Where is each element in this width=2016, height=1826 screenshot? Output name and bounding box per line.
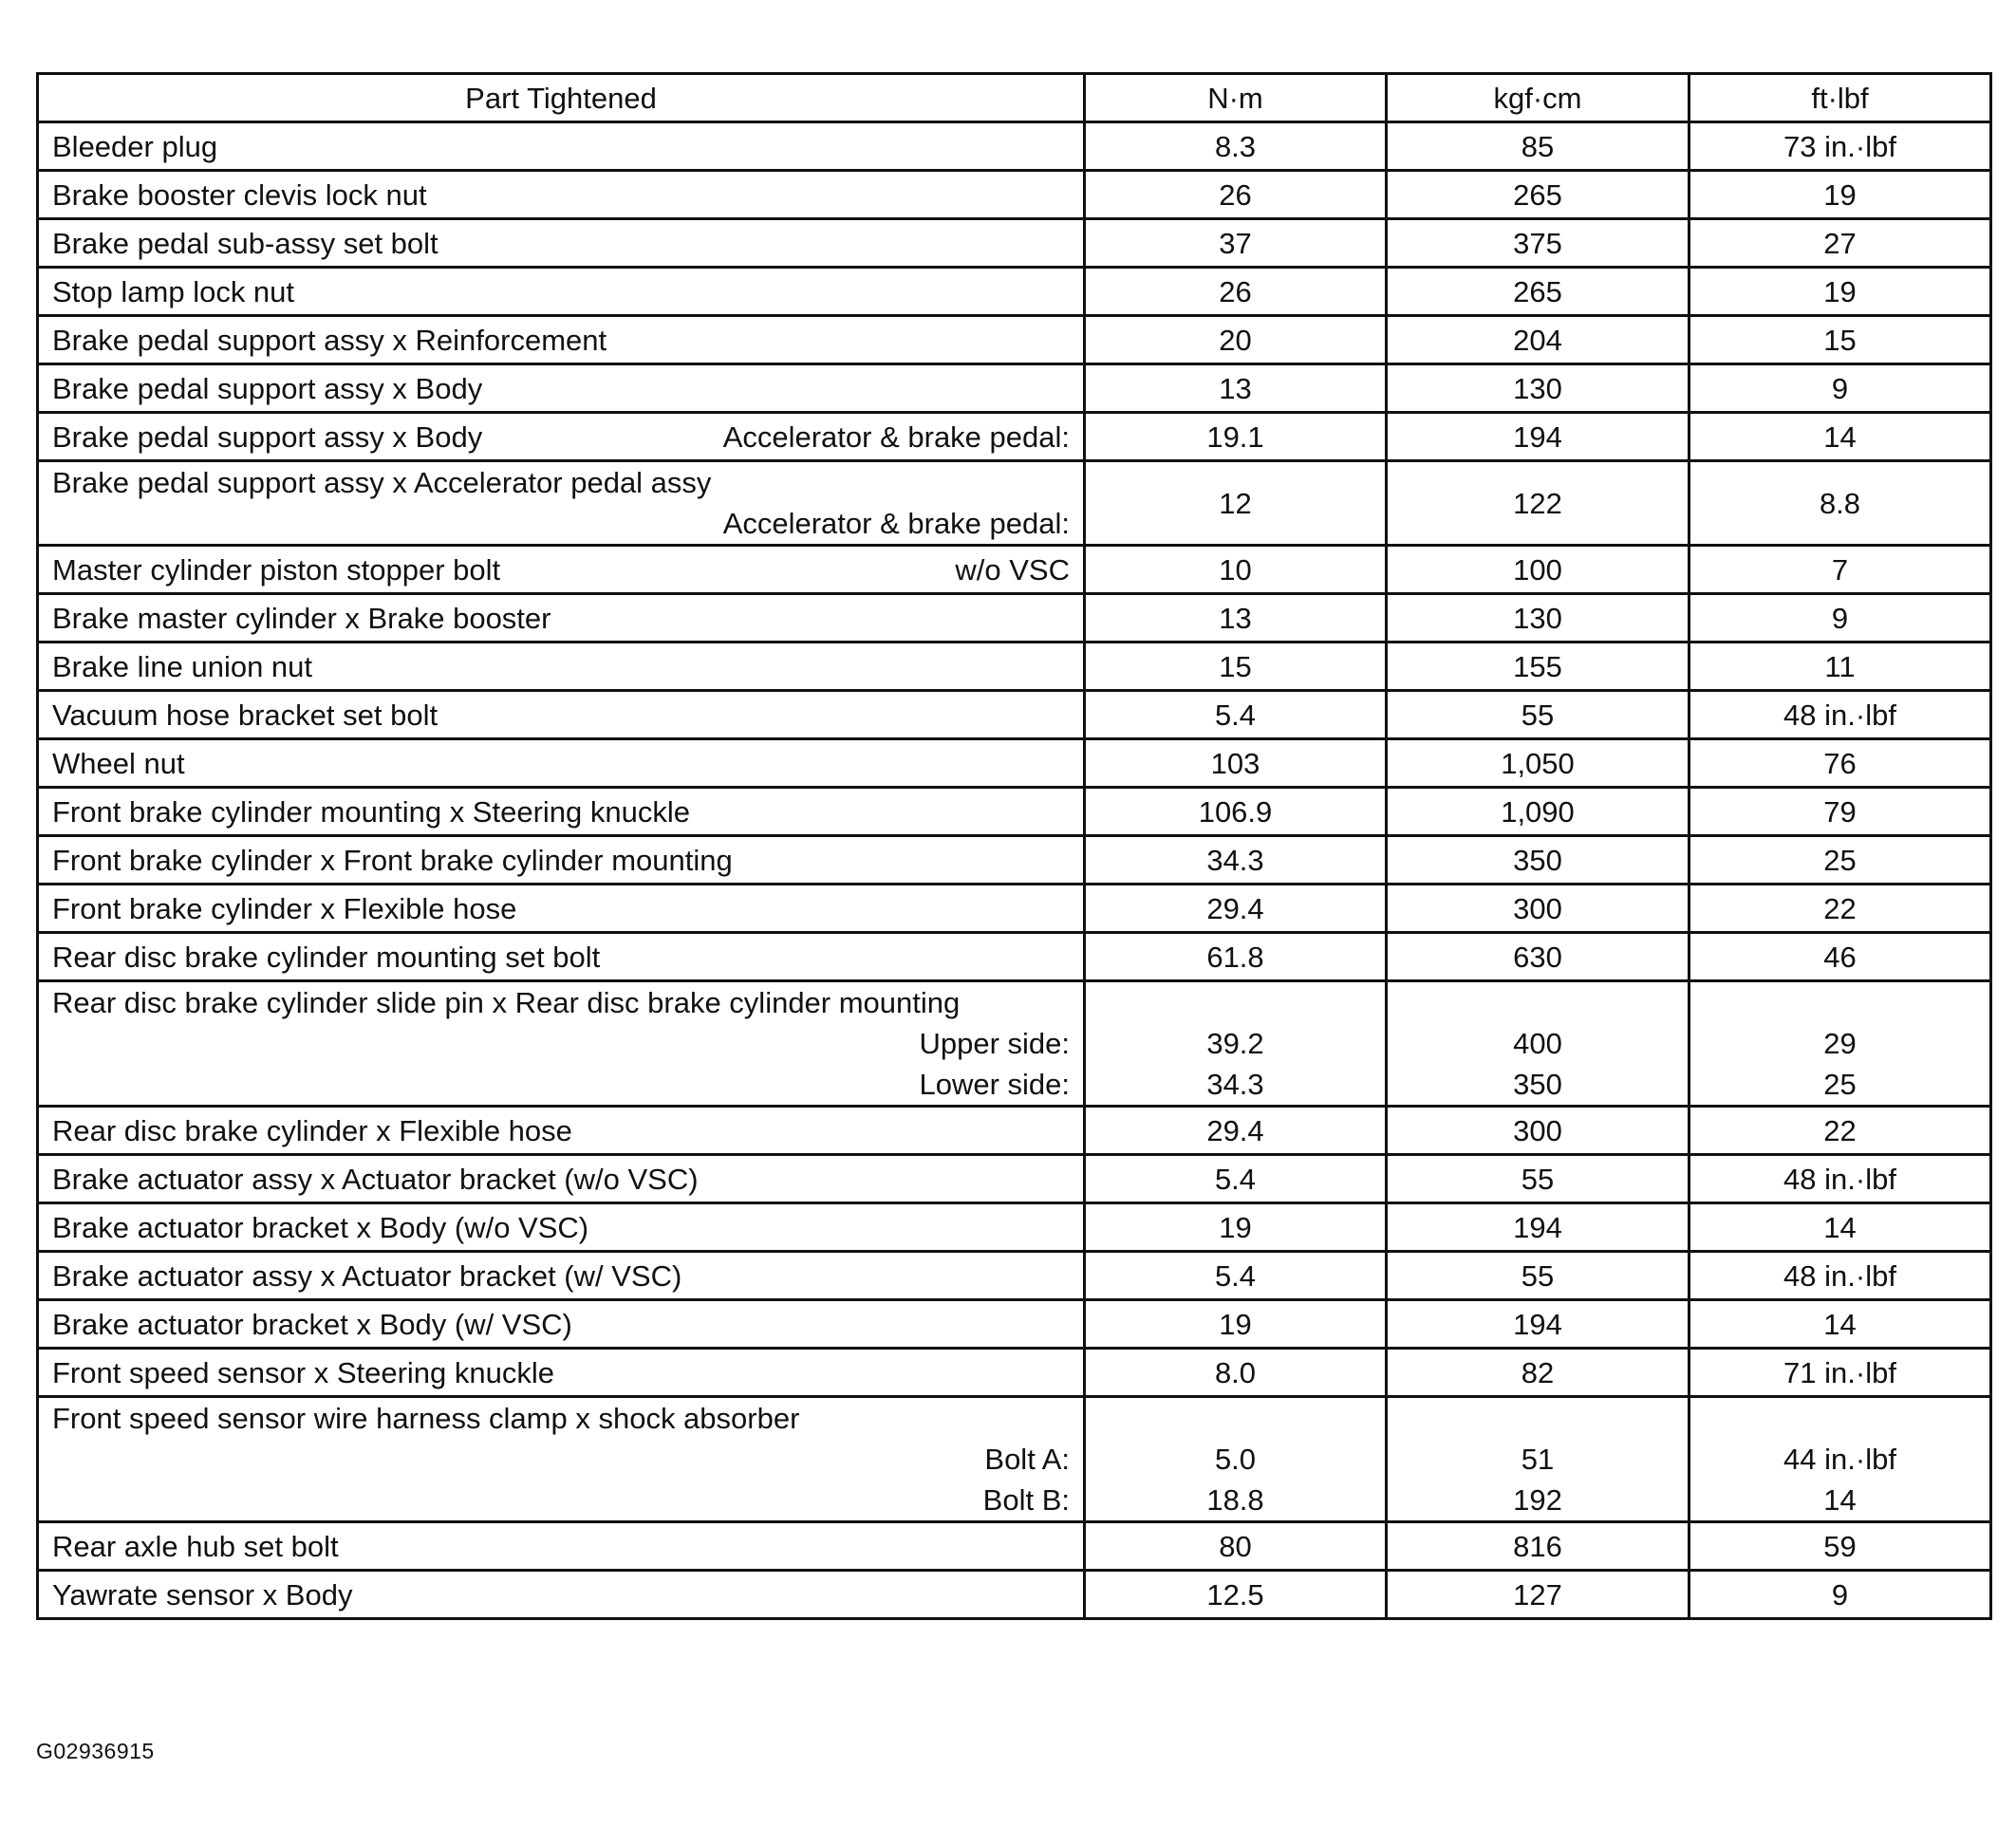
part-cell: Brake pedal sub-assy set bolt — [38, 219, 1085, 268]
nm-cell: 20 — [1085, 316, 1387, 364]
sub-value: 400 — [1513, 1027, 1562, 1060]
ftlbf-cell: 8.8 — [1689, 461, 1991, 546]
table-row — [38, 594, 1991, 643]
kgf-cell — [1387, 1397, 1689, 1522]
ftlbf-cell: 48 in.·lbf — [1689, 691, 1991, 739]
nm-cell: 106.9 — [1085, 788, 1387, 836]
part-cell: Stop lamp lock nut — [38, 268, 1085, 316]
nm-cell: 19 — [1085, 1300, 1387, 1349]
sub-value: 18.8 — [1206, 1483, 1264, 1517]
kgf-cell: 375 — [1387, 219, 1689, 268]
nm-cell: 10 — [1085, 546, 1387, 594]
kgf-cell: 265 — [1387, 268, 1689, 316]
torque-spec-table — [36, 72, 1992, 1620]
kgf-cell: 630 — [1387, 933, 1689, 981]
header-kgf-cm: kgf·cm — [1387, 74, 1689, 122]
kgf-cell: 350 — [1387, 836, 1689, 885]
sub-value: 350 — [1513, 1068, 1562, 1101]
nm-cell: 12.5 — [1085, 1571, 1387, 1619]
table-row — [38, 122, 1991, 171]
part-note: w/o VSC — [955, 552, 1070, 587]
ftlbf-cell — [1689, 1397, 1991, 1522]
nm-cell: 29.4 — [1085, 885, 1387, 933]
kgf-cell: 55 — [1387, 1252, 1689, 1300]
kgf-cell: 122 — [1387, 461, 1689, 546]
sub-value: 25 — [1823, 1068, 1857, 1101]
table-row — [38, 268, 1991, 316]
table-row — [38, 546, 1991, 594]
table-row — [38, 885, 1991, 933]
nm-cell: 29.4 — [1085, 1107, 1387, 1155]
part-cell: Rear axle hub set bolt — [38, 1522, 1085, 1571]
part-cell: Front brake cylinder x Flexible hose — [38, 885, 1085, 933]
part-name: Front speed sensor wire harness clamp x shock absorber — [52, 1402, 800, 1435]
kgf-cell: 194 — [1387, 1300, 1689, 1349]
table-row — [38, 364, 1991, 413]
nm-cell — [1085, 981, 1387, 1107]
kgf-cell: 816 — [1387, 1522, 1689, 1571]
ftlbf-cell: 9 — [1689, 364, 1991, 413]
table-row — [38, 691, 1991, 739]
sub-value: 34.3 — [1206, 1068, 1264, 1101]
table-row — [38, 1203, 1991, 1252]
part-name: Brake pedal support assy x Body — [52, 419, 483, 454]
kgf-cell — [1387, 981, 1689, 1107]
part-cell: Brake line union nut — [38, 643, 1085, 691]
part-note: Accelerator & brake pedal: — [722, 507, 1070, 540]
table-row — [38, 981, 1991, 1107]
table-row — [38, 1252, 1991, 1300]
ftlbf-cell: 14 — [1689, 1300, 1991, 1349]
ftlbf-cell: 9 — [1689, 594, 1991, 643]
nm-cell: 19 — [1085, 1203, 1387, 1252]
nm-cell: 26 — [1085, 171, 1387, 219]
sub-label: Upper side: — [919, 1027, 1070, 1060]
kgf-cell: 85 — [1387, 122, 1689, 171]
part-cell: Yawrate sensor x Body — [38, 1571, 1085, 1619]
ftlbf-cell: 19 — [1689, 171, 1991, 219]
nm-cell: 37 — [1085, 219, 1387, 268]
table-row — [38, 1107, 1991, 1155]
sub-value: 39.2 — [1206, 1027, 1264, 1060]
nm-cell: 15 — [1085, 643, 1387, 691]
part-cell: Front speed sensor x Steering knuckle — [38, 1349, 1085, 1397]
part-cell: Brake actuator bracket x Body (w/ VSC) — [38, 1300, 1085, 1349]
ftlbf-cell: 59 — [1689, 1522, 1991, 1571]
table-row — [38, 1349, 1991, 1397]
ftlbf-cell: 19 — [1689, 268, 1991, 316]
ftlbf-cell: 22 — [1689, 1107, 1991, 1155]
table-row — [38, 1571, 1991, 1619]
part-cell: Rear disc brake cylinder x Flexible hose — [38, 1107, 1085, 1155]
kgf-cell: 55 — [1387, 691, 1689, 739]
ftlbf-cell: 15 — [1689, 316, 1991, 364]
kgf-cell: 127 — [1387, 1571, 1689, 1619]
kgf-cell: 265 — [1387, 171, 1689, 219]
table-row — [38, 461, 1991, 546]
part-cell — [38, 546, 1085, 594]
table-row — [38, 788, 1991, 836]
part-cell: Brake booster clevis lock nut — [38, 171, 1085, 219]
ftlbf-cell: 79 — [1689, 788, 1991, 836]
header-nm: N·m — [1085, 74, 1387, 122]
ftlbf-cell: 27 — [1689, 219, 1991, 268]
table-row — [38, 1300, 1991, 1349]
nm-cell: 5.4 — [1085, 1155, 1387, 1203]
table-row — [38, 413, 1991, 461]
sub-label: Lower side: — [919, 1068, 1070, 1101]
part-note: Accelerator & brake pedal: — [722, 419, 1070, 454]
sub-label: Bolt A: — [984, 1443, 1070, 1476]
kgf-cell: 1,050 — [1387, 739, 1689, 788]
table-row — [38, 1522, 1991, 1571]
kgf-cell: 55 — [1387, 1155, 1689, 1203]
sub-value: 29 — [1823, 1027, 1857, 1060]
part-cell — [38, 981, 1085, 1107]
ftlbf-cell: 7 — [1689, 546, 1991, 594]
figure-code: G02936915 — [36, 1739, 155, 1763]
ftlbf-cell: 71 in.·lbf — [1689, 1349, 1991, 1397]
kgf-cell: 155 — [1387, 643, 1689, 691]
header-ft-lbf: ft·lbf — [1689, 74, 1991, 122]
header-part-tightened: Part Tightened — [38, 74, 1085, 122]
part-cell: Vacuum hose bracket set bolt — [38, 691, 1085, 739]
nm-cell: 13 — [1085, 594, 1387, 643]
sub-label: Bolt B: — [982, 1483, 1070, 1517]
kgf-cell: 300 — [1387, 885, 1689, 933]
kgf-cell: 194 — [1387, 413, 1689, 461]
part-cell: Brake pedal support assy x Reinforcement — [38, 316, 1085, 364]
table-row — [38, 643, 1991, 691]
ftlbf-cell: 25 — [1689, 836, 1991, 885]
part-name: Master cylinder piston stopper bolt — [52, 552, 501, 587]
part-cell: Rear disc brake cylinder mounting set bolt — [38, 933, 1085, 981]
part-cell: Brake pedal support assy x Body — [38, 364, 1085, 413]
nm-cell: 5.4 — [1085, 691, 1387, 739]
ftlbf-cell: 76 — [1689, 739, 1991, 788]
nm-cell: 80 — [1085, 1522, 1387, 1571]
kgf-cell: 130 — [1387, 594, 1689, 643]
sub-value: 51 — [1521, 1443, 1555, 1476]
ftlbf-cell: 14 — [1689, 1203, 1991, 1252]
ftlbf-cell: 22 — [1689, 885, 1991, 933]
nm-cell: 34.3 — [1085, 836, 1387, 885]
part-cell: Bleeder plug — [38, 122, 1085, 171]
ftlbf-cell: 14 — [1689, 413, 1991, 461]
table-header-row — [38, 74, 1991, 122]
table-row — [38, 933, 1991, 981]
nm-cell: 103 — [1085, 739, 1387, 788]
nm-cell: 13 — [1085, 364, 1387, 413]
kgf-cell: 300 — [1387, 1107, 1689, 1155]
nm-cell: 5.4 — [1085, 1252, 1387, 1300]
ftlbf-cell: 48 in.·lbf — [1689, 1252, 1991, 1300]
part-cell: Front brake cylinder mounting x Steering knuckle — [38, 788, 1085, 836]
part-cell: Brake master cylinder x Brake booster — [38, 594, 1085, 643]
part-cell: Brake actuator assy x Actuator bracket (w/o VSC) — [38, 1155, 1085, 1203]
ftlbf-cell: 9 — [1689, 1571, 1991, 1619]
part-cell: Wheel nut — [38, 739, 1085, 788]
nm-cell: 26 — [1085, 268, 1387, 316]
kgf-cell: 130 — [1387, 364, 1689, 413]
kgf-cell: 100 — [1387, 546, 1689, 594]
nm-cell: 8.3 — [1085, 122, 1387, 171]
table-row — [38, 739, 1991, 788]
sub-value: 44 in.·lbf — [1783, 1443, 1896, 1476]
table-row — [38, 219, 1991, 268]
part-name: Brake pedal support assy x Accelerator pedal assy — [52, 466, 712, 499]
part-cell — [38, 461, 1085, 546]
sub-value: 14 — [1823, 1483, 1857, 1517]
ftlbf-cell: 73 in.·lbf — [1689, 122, 1991, 171]
ftlbf-cell: 46 — [1689, 933, 1991, 981]
part-cell: Front brake cylinder x Front brake cylinder mounting — [38, 836, 1085, 885]
table-row — [38, 1397, 1991, 1522]
nm-cell: 8.0 — [1085, 1349, 1387, 1397]
part-cell — [38, 413, 1085, 461]
part-name: Rear disc brake cylinder slide pin x Rear disc brake cylinder mounting — [52, 986, 961, 1019]
kgf-cell: 204 — [1387, 316, 1689, 364]
table-row — [38, 1155, 1991, 1203]
nm-cell: 61.8 — [1085, 933, 1387, 981]
ftlbf-cell — [1689, 981, 1991, 1107]
kgf-cell: 194 — [1387, 1203, 1689, 1252]
sub-value: 192 — [1513, 1483, 1562, 1517]
sub-value: 5.0 — [1214, 1443, 1257, 1476]
part-cell — [38, 1397, 1085, 1522]
nm-cell: 19.1 — [1085, 413, 1387, 461]
table-row — [38, 836, 1991, 885]
kgf-cell: 82 — [1387, 1349, 1689, 1397]
ftlbf-cell: 48 in.·lbf — [1689, 1155, 1991, 1203]
ftlbf-cell: 11 — [1689, 643, 1991, 691]
nm-cell: 12 — [1085, 461, 1387, 546]
kgf-cell: 1,090 — [1387, 788, 1689, 836]
part-cell: Brake actuator assy x Actuator bracket (w/ VSC) — [38, 1252, 1085, 1300]
table-row — [38, 171, 1991, 219]
nm-cell — [1085, 1397, 1387, 1522]
table-row — [38, 316, 1991, 364]
part-cell: Brake actuator bracket x Body (w/o VSC) — [38, 1203, 1085, 1252]
